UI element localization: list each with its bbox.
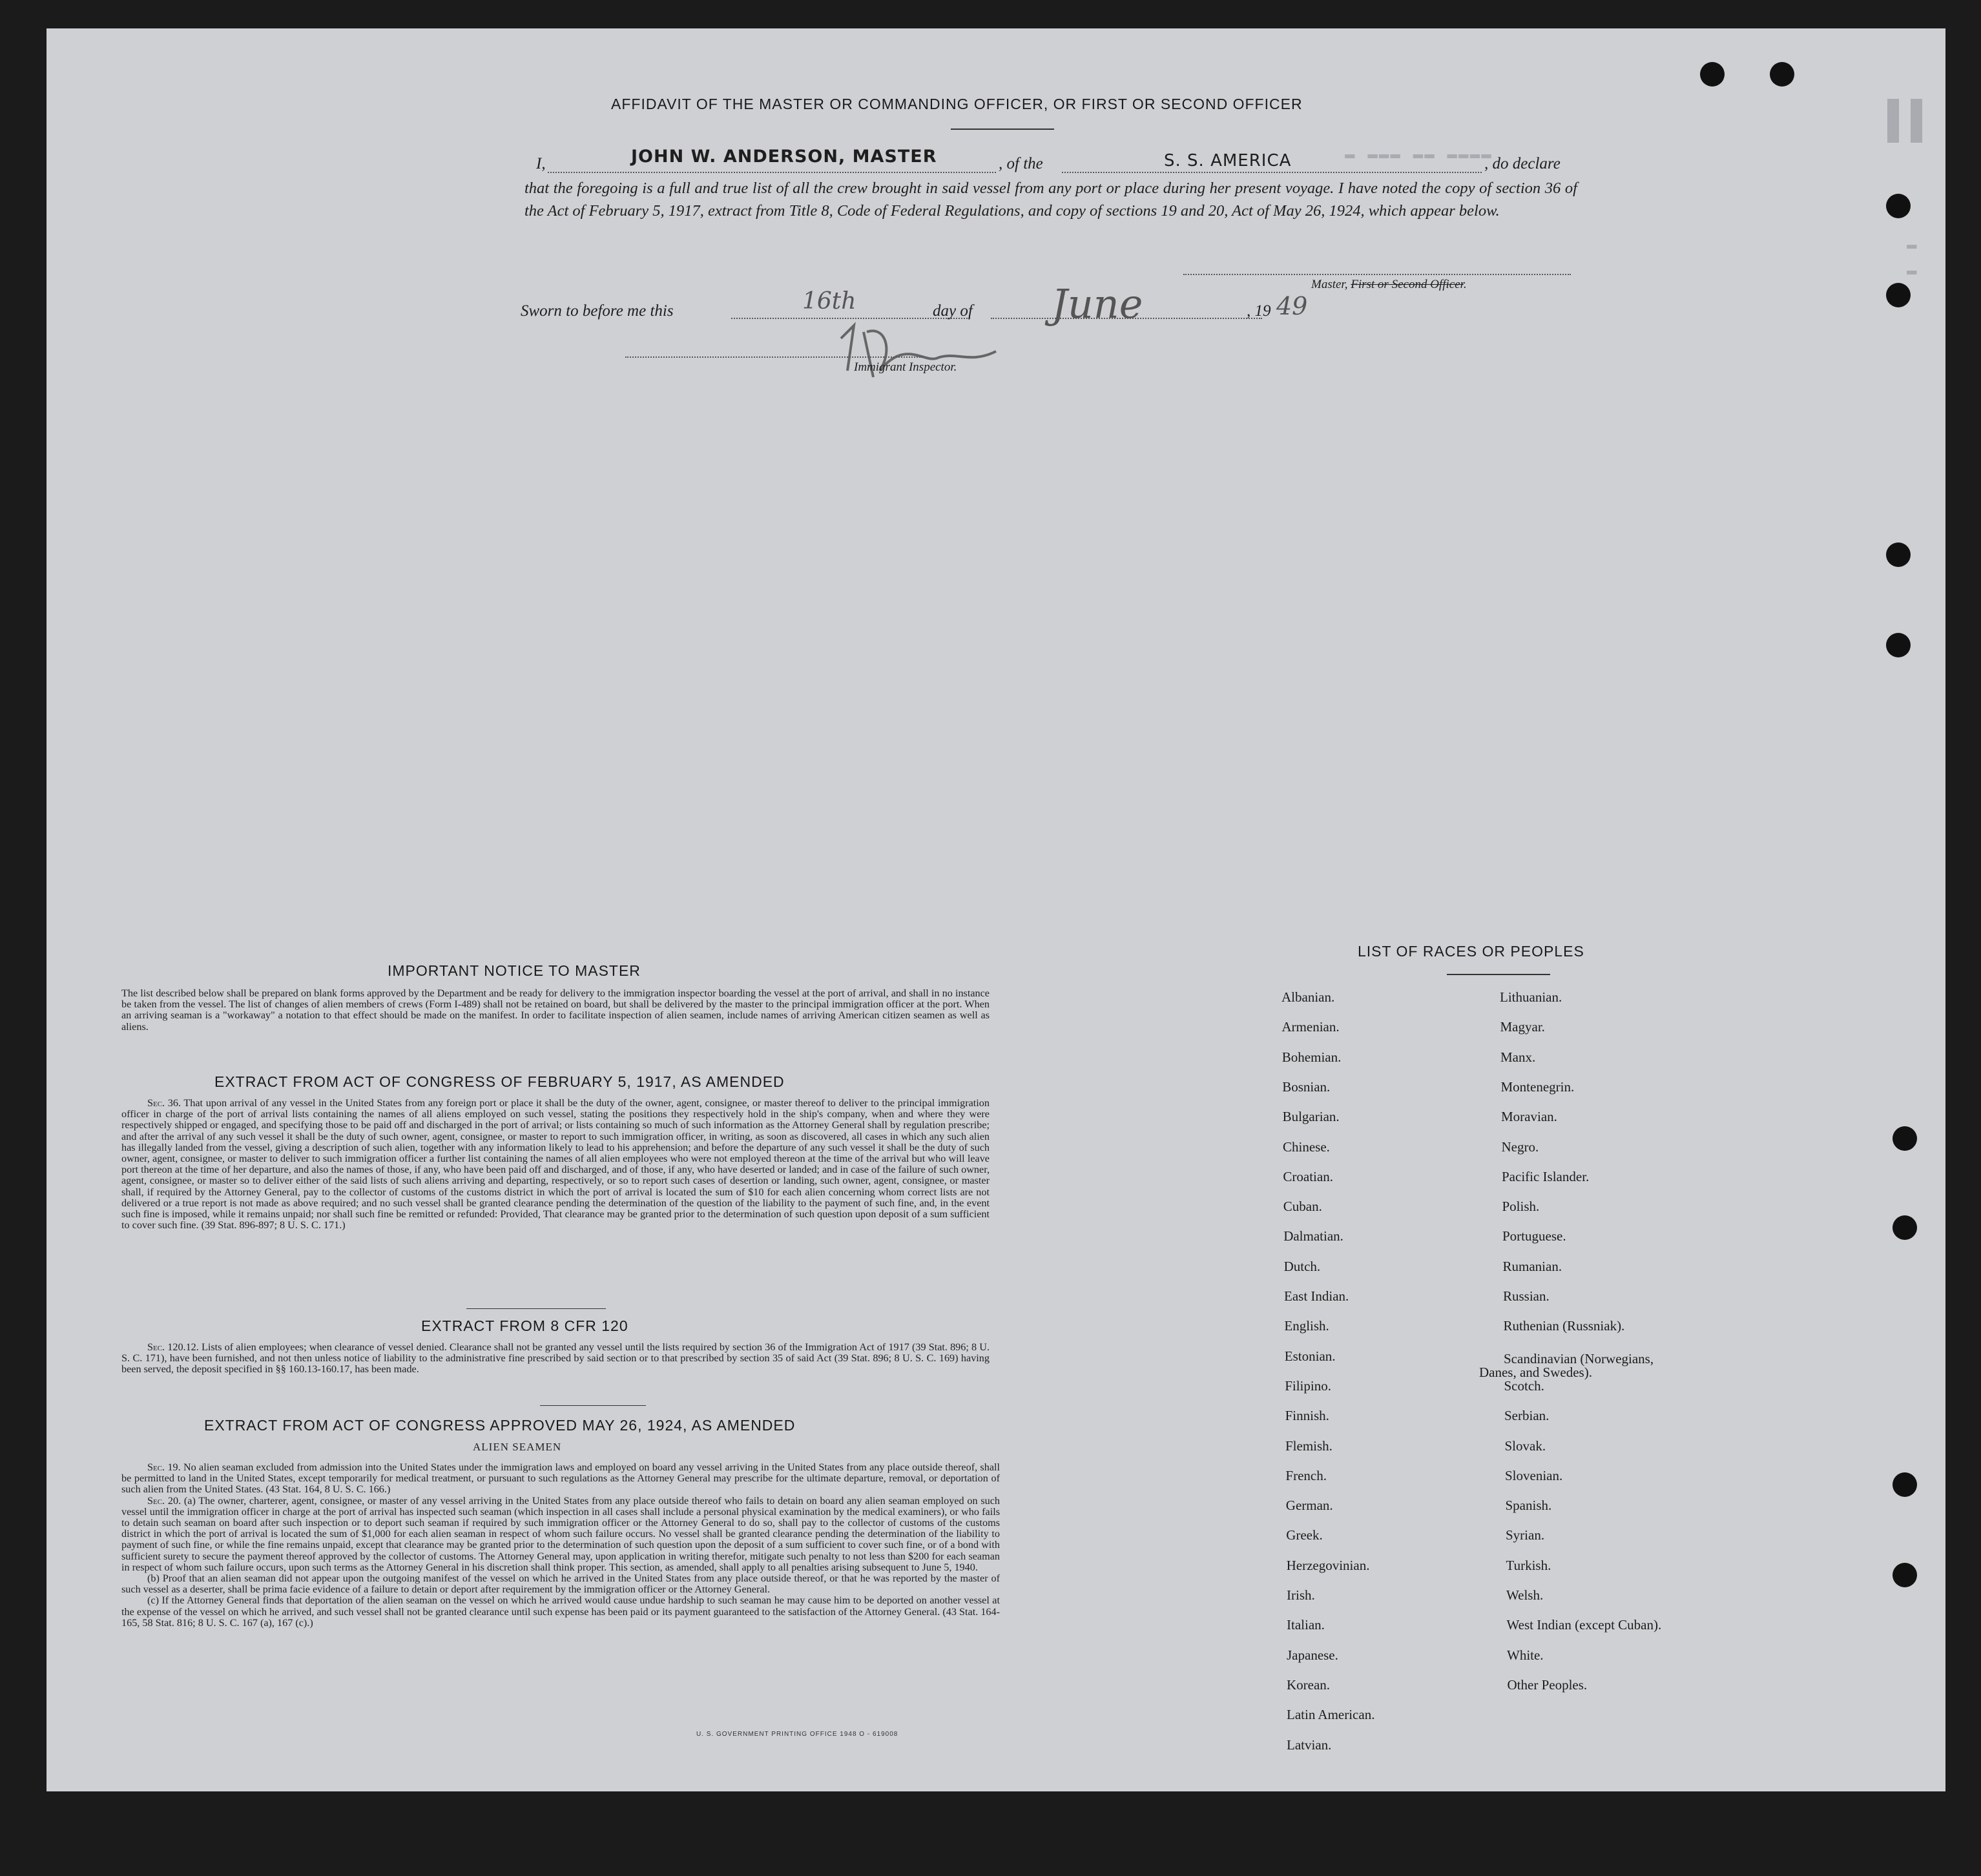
extract-1924-title: EXTRACT FROM ACT OF CONGRESS APPROVED MAY 26, 1924, AS AMENDED: [204, 1417, 796, 1434]
race-item: West Indian (except Cuban).: [1506, 1617, 1662, 1633]
race-item: Turkish.: [1506, 1557, 1551, 1573]
form-sheet: ▬ ▬▬▬ ▬▬ ▬▬▬▬ ▌▌ ▬ ▬ AFFIDAVIT OF THE MASTER OR COMMANDING OFFICER, OR FIRST OR SECOND OFFICER I, JOHN W. ANDERSON, MASTER , of the S. S. AMERICA , do declare that the foregoing is a full and true list of all the crew brought in said vessel from any port or place during her present voyage. I have noted the copy of section 36 of the Act of February 5, 1917, extract from Title 8, Code of Federal Regulations, and copy of sections 19 and 20, Act of May 26, 1924, which appear below. Master, First or Second Officer. Sworn to before me this 16th day of June , 19 49 Immigrant Inspector. IMPORTANT NOTICE TO MASTER The list described below shall be prepared on blank forms approved by the Department and be ready for delivery to the immigration inspector boarding the vessel at the port of arrival, and shall in no instance be taken from the vessel. The list of changes of alien members of crews (Form I-489) shall not be retained on board, but shall be delivered by the master to the principal immigration officer at the port. When an arriving seaman is a "workaway" a notation to that effect should be made on the manifest. In order to facilitate inspection of alien seamen, include names of arriving American citizen seamen as well as aliens. EXTRACT FROM ACT OF CONGRESS OF FEBRUARY 5, 1917, AS AMENDED Sec. 36. That upon arrival of any vessel in the United States from any foreign port or place it shall be the duty of the owner, agent, consignee, or master thereof to deliver to the principal immigration officer in charge of the port of arrival lists containing the names of all aliens employed on such vessel, stating the positions they respectively hold in the ship's company, when and where they were respectively shipped or engaged, and specifying those to be paid off and discharged in the port of arrival; or lists containing so much of such information as the Attorney General shall by regulation prescribe; and after the arrival of any such vessel it shall be the duty of such owner, agent, consignee, or master to report to such immigration officer, in writing, as soon as discovered, all cases in which any such alien has illegally landed from the vessel, giving a description of such alien, together with any information likely to lead to his apprehension; and before the departure of any such vessel it shall be the duty of such owner, agent, consignee, or master to deliver to such immigration officer a further list containing the names of all alien employees who were not employed thereon at the time of the arrival but who will leave port thereon at the time of her departure, and also the names of those, if any, who have been paid off and discharged, and of those, if any, who have deserted or landed; and in case of the failure of such owner, agent, consignee, or master so to deliver either of the said lists of such aliens arriving and departing, respectively, or so to report such cases of desertion or landing, such owner, agent, consignee, or master shall, if required by the Attorney General, pay to the collector of customs of the customs district in which the port of arrival is located the sum of $10 for each alien concerning whom correct lists are not delivered or a true report is not made as above required; and no such vessel shall be granted clearance pending the determination of the question of the liability to the payment of such fine, and, in the event such fine is imposed, while it remains unpaid; nor shall such fine be remitted or refunded: Provided, That clearance may be granted prior to the determination of such question upon deposit of a sum sufficient to cover such fine. (39 Stat. 896-897; 8 U. S. C. 171.) EXTRACT FROM 8 CFR 120 Sec. 120.12. Lists of alien employees; when clearance of vessel denied. Clearance shall not be granted any vessel until the lists required by section 36 of the Immigration Act of 1917 (39 Stat. 896; 8 U. S. C. 171), have been furnished, and not then unless notice of liability to the administrative fine prescribed by said section or to that prescribed by section 35 of said Act (39 Stat. 896; 8 U. S. C. 169) having been served, the deposit specified in §§ 160.13-160.17, has been made. EXTRACT FROM ACT OF CONGRESS APPROVED MAY 26, 1924, AS AMENDED ALIEN SEAMEN Sec. 19. No alien seaman excluded from admission into the United States under the immigration laws and employed on board any vessel arriving in the United States from any place outside thereof, shall be permitted to land in the United States, except temporarily for medical treatment, or pursuant to such regulations as the Attorney General may prescribe for the ultimate departure, removal, or deportation of such alien from the United States. (43 Stat. 164, 8 U. S. C. 166.) Sec. 20. (a) The owner, charterer, agent, consignee, or master of any vessel arriving in the United States from any place outside thereof who fails to detain on board any alien seaman employed on such vessel until the immigration officer in charge at the port of arrival has inspected such seaman (which inspection in all cases shall include a personal physical examination by the medical examiners), or who fails to detain such seaman on board after such inspection or to deport such seaman if required by such immigration officer or the Attorney General to do so, shall pay to the collector of customs of the customs district in which the port of arrival is located the sum of $1,000 for each alien seaman in respect of whom such failure occurs. No vessel shall be granted clearance pending the determination of the liability to payment of such fine, or while the fine remains unpaid, except that clearance may be granted prior to the determination of such question upon the deposit of a sum sufficient to cover such fine, or of a bond with sufficient surety to secure the payment thereof approved by the collector of customs. The Attorney General may, upon application in writing therefor, mitigate such penalty to not less than $200 for each seaman in respect of whom such failure occurs, upon such terms as the Attorney General in his discretion shall think proper. This section, as amended, shall apply to all penalties arising subsequent to June 5, 1940. (b) Proof that an alien seaman did not appear upon the outgoing manifest of the vessel on which he arrived in the United States from any place outside thereof, or that he was reported by the master of such vessel as a deserter, shall be prima facie evidence of a failure to detain or deport after requirement by the immigration officer or the Attorney General. (c) If the Attorney General finds that deportation of the alien seaman on the vessel on which he arrived would cause undue hardship to such seaman he may cause him to be deported on another vessel at the expense of the vessel on which he arrived, and such vessel shall not be granted clearance until such expense has been paid or its payment guaranteed to the satisfaction of the Attorney General. (43 Stat. 164-165, 58 Stat. 816; 8 U. S. C. 167 (a), 167 (c).) U. S. GOVERNMENT PRINTING OFFICE 1948 O - 619008 LIST OF RACES OR PEOPLES Albanian. Armenian. Bohemian. Bosnian. Bulgarian. Chinese. Croatian. Cuban. Dalmatian. Dutch. East Indian. English. Estonian. Filipino. Finnish. Flemish. French. German. Greek. Herzegovinian. Irish. Italian. Japanese. Korean. Latin American. Latvian. Lithuanian. Magyar. Manx. Montenegrin. Moravian. Negro. Pacific Islander. Polish. Portuguese. Rumanian. Russian. Ruthenian (Russniak). Scandinavian (Norwegians, Danes, and Swedes). Scotch. Serbian. Slovak. Slovenian. Spanish. Syrian. Turkish. Welsh. West Indian (except Cuban). White. Other Peoples.: [47, 28, 1945, 1791]
race-item: French.: [1285, 1467, 1327, 1483]
race-item: Cuban.: [1283, 1199, 1322, 1215]
sec20-label: Sec. 20.: [147, 1494, 182, 1507]
race-item: Lithuanian.: [1500, 989, 1562, 1005]
inspector-label: Immigrant Inspector.: [854, 360, 957, 374]
year-value: 49: [1276, 292, 1308, 320]
race-item: Ruthenian (Russniak).: [1503, 1318, 1625, 1334]
race-item: Filipino.: [1285, 1377, 1331, 1394]
race-item: Scotch.: [1504, 1377, 1544, 1394]
sec20a-text: (a) The owner, charterer, agent, consignee, or master of any vessel arriving in the United States from any place outside thereof who fails to detain on board any alien seaman employed on such vessel until the immigration officer in charge at the port of arrival has inspected such seaman (which inspection in all cases shall include a personal physical examination by the medical examiners), or who fails to detain such seaman on board after such inspection or to deport such seaman if required by such immigration officer or the Attorney General to do so, shall pay to the collector of customs of the customs district in which the port of arrival is located the sum of $1,000 for each alien seaman in respect of whom such failure occurs. No vessel shall be granted clearance pending the determination of the liability to payment of such fine, or while the fine remains unpaid, except that clearance may be granted prior to the determination of such question upon the deposit of a sum sufficient to cover such fine, or of a bond with sufficient surety to secure the payment thereof approved by the collector of customs. The Attorney General may, upon application in writing therefor, mitigate such penalty to not less than $200 for each seaman in respect of whom such failure occurs, upon such terms as the Attorney General in his discretion shall think proper. This section, as amended, shall apply to all penalties arising subsequent to June 5, 1940.: [121, 1494, 1001, 1573]
punch-hole-right-1: [1886, 194, 1911, 218]
race-item: Albanian.: [1281, 989, 1335, 1005]
race-item: Dalmatian.: [1283, 1228, 1343, 1244]
race-item: Negro.: [1501, 1139, 1539, 1155]
affidavit-title: AFFIDAVIT OF THE MASTER OR COMMANDING OFFICER, OR FIRST OR SECOND OFFICER: [611, 96, 1303, 112]
punch-hole-right-3: [1886, 542, 1911, 567]
punch-hole-right-8: [1893, 1563, 1917, 1587]
race-item: Manx.: [1500, 1049, 1536, 1065]
extract-cfr-rule: [540, 1405, 646, 1406]
extract-1924-subtitle: ALIEN SEAMEN: [473, 1441, 562, 1453]
extract-1917-text: That upon arrival of any vessel in the United States from any foreign port or place it shall be the duty of the owner, agent, consignee, or master thereof to deliver to the principal immigration officer in charge of the port of arrival lists containing the names of all aliens employed on such vessel, stating the positions they respectively hold in the ship's company, when and where they were respectively shipped or engaged, and specifying those to be paid off and discharged in the port of arrival; or lists containing so much of such information as the Attorney General shall by regulation prescribe; and after the arrival of any such vessel it shall be the duty of such owner, agent, consignee, or master to report to such immigration officer, in writing, as soon as discovered, all cases in which any such alien has illegally landed from the vessel, giving a description of such alien, together with any information likely to lead to his apprehension; and before the departure of any such vessel it shall be the duty of such owner, agent, consignee, or master to deliver to such immigration officer a further list containing the names of all alien employees who were not employed thereon at the time of the arrival but who will leave port thereon at the time of her departure, and also the names of those, if any, who have been paid off and discharged, and of those, if any, who have deserted or landed; and in case of the failure of such owner, agent, consignee, or master so to deliver either of the said lists of such aliens arriving and departing, respectively, or so to report such cases of desertion or landing, such owner, agent, consignee, or master shall, if required by the Attorney General, pay to the collector of customs of the customs district in which the port of arrival is located the sum of $10 for each alien concerning whom correct lists are not delivered or a true report is not made as above required; and no such vessel shall be granted clearance pending the determination of the question of the liability to the payment of such fine, and, in the event such fine is imposed, while it remains unpaid; nor shall such fine be remitted or refunded: Provided, That clearance may be granted prior to the determination of such question upon deposit of a sum sufficient to cover such fine. (39 Stat. 896-897; 8 U. S. C. 171.): [121, 1097, 990, 1232]
race-item: Bulgarian.: [1282, 1109, 1340, 1125]
race-item: Herzegovinian.: [1286, 1557, 1370, 1573]
extract-cfr-body: [121, 1342, 990, 1376]
affidavit-i-label: I,: [536, 155, 546, 172]
race-item: Slovak.: [1504, 1438, 1546, 1454]
race-item: Scandinavian (Norwegians,: [1504, 1350, 1654, 1366]
year-prefix: , 19: [1247, 302, 1271, 320]
race-item: Irish.: [1287, 1587, 1315, 1603]
race-item: Serbian.: [1504, 1408, 1550, 1424]
race-item: Danes, and Swedes).: [1479, 1364, 1592, 1380]
punch-hole-right-7: [1893, 1472, 1917, 1497]
race-item: Estonian.: [1284, 1348, 1336, 1364]
punch-hole-right-2: [1886, 283, 1911, 307]
race-item: White.: [1507, 1647, 1544, 1663]
race-item: Italian.: [1287, 1617, 1325, 1633]
race-item: Finnish.: [1285, 1408, 1329, 1424]
vessel-line: [1062, 172, 1482, 173]
sec19-label: Sec. 19.: [147, 1461, 181, 1473]
extract-cfr-title: EXTRACT FROM 8 CFR 120: [421, 1317, 628, 1334]
notice-title: IMPORTANT NOTICE TO MASTER: [388, 962, 641, 979]
extract-1924-sec20c: (c) If the Attorney General finds that deportation of the alien seaman on the vessel on which he arrived would cause undue hardship to such seaman he may cause him to be deported on another vessel at the expense of the vessel on which he arrived, and such vessel shall not be granted clearance until such expense has been paid or its payment guaranteed to the satisfaction of the Attorney General. (43 Stat. 164-165, 58 Stat. 816; 8 U. S. C. 167 (a), 167 (c).): [121, 1594, 1000, 1629]
race-item: Bohemian.: [1281, 1049, 1342, 1065]
sec19-text: No alien seaman excluded from admission into the United States under the immigration laws and employed on board any vessel arriving in the United States from any place outside thereof, shall be permitted to land in the United States, except temporarily for medical treatment, or pursuant to such regulations as the Attorney General may prescribe for the ultimate departure, removal, or deportation of such alien from the United States. (43 Stat. 164, 8 U. S. C. 166.): [121, 1461, 1001, 1496]
day-of-label: day of: [933, 302, 973, 320]
extract-1924-sec20a: [121, 1496, 1000, 1573]
race-item: Flemish.: [1285, 1438, 1333, 1454]
race-item: Russian.: [1503, 1288, 1550, 1304]
punch-hole-right-4: [1886, 633, 1911, 657]
race-item: Pacific Islander.: [1502, 1168, 1590, 1184]
master-signature-label: Master, First or Second Officer.: [1311, 278, 1467, 291]
punch-hole-right-6: [1893, 1215, 1917, 1240]
master-label: Master,: [1311, 278, 1348, 291]
extract-1924-body: [121, 1462, 1000, 1629]
race-item: Moravian.: [1501, 1109, 1557, 1125]
punch-hole-right-5: [1893, 1126, 1917, 1151]
sworn-label: Sworn to before me this: [521, 302, 674, 320]
races-title: LIST OF RACES OR PEOPLES: [1358, 943, 1584, 960]
race-item: East Indian.: [1284, 1288, 1349, 1304]
inspector-signature-line: [625, 356, 922, 358]
extract-1924-sec19: [121, 1462, 1000, 1496]
race-item: Greek.: [1286, 1527, 1323, 1543]
race-item: Portuguese.: [1502, 1228, 1566, 1244]
race-item: Rumanian.: [1502, 1258, 1562, 1274]
race-item: Chinese.: [1283, 1139, 1330, 1155]
master-name-value: JOHN W. ANDERSON, MASTER: [631, 147, 937, 167]
affidavit-title-rule: [951, 129, 1054, 130]
race-item: Other Peoples.: [1507, 1676, 1588, 1693]
extract-1917-sec-label: Sec. 36.: [147, 1097, 181, 1109]
affidavit-of-the: , of the: [999, 155, 1043, 172]
race-item: Japanese.: [1287, 1647, 1338, 1663]
struck-officer-label: First or Second Officer: [1351, 278, 1464, 291]
master-name-line: [548, 172, 996, 173]
day-value: 16th: [802, 288, 856, 314]
extract-1924-sec20b: (b) Proof that an alien seaman did not appear upon the outgoing manifest of the vessel on which he arrived in the United States from any place outside thereof, or that he was reported by the master of such vessel as a deserter, shall be prima facie evidence of a failure to detain or deport after requirement by the immigration officer or the Attorney General.: [121, 1572, 1000, 1596]
race-item: Korean.: [1287, 1676, 1331, 1693]
race-item: Polish.: [1502, 1199, 1540, 1215]
race-item: Slovenian.: [1505, 1467, 1563, 1483]
race-item: Bosnian.: [1282, 1078, 1331, 1095]
races-title-rule: [1447, 974, 1550, 975]
race-item: Latvian.: [1287, 1737, 1332, 1753]
extract-1917-rule: [466, 1308, 606, 1309]
race-item: Croatian.: [1283, 1168, 1333, 1184]
race-item: Dutch.: [1283, 1258, 1321, 1274]
affidavit-do-declare: , do declare: [1484, 155, 1561, 172]
race-item: German.: [1285, 1498, 1333, 1514]
race-item: Latin American.: [1287, 1707, 1375, 1723]
punch-hole-top-1: [1700, 62, 1725, 87]
race-item: Syrian.: [1506, 1527, 1545, 1543]
inspector-signature: [828, 313, 1073, 397]
punch-hole-top-2: [1770, 62, 1794, 87]
race-item: Montenegrin.: [1500, 1078, 1575, 1095]
race-item: English.: [1284, 1318, 1329, 1334]
printing-office-footer: U. S. GOVERNMENT PRINTING OFFICE 1948 O - 619008: [696, 1731, 898, 1738]
extract-cfr-text: Lists of alien employees; when clearance of vessel denied. Clearance shall not be granted any vessel until the lists required by section 36 of the Immigration Act of 1917 (39 Stat. 896; 8 U. S. C. 171), have been furnished, and not then unless notice of liability to the administrative fine prescribed by said section or to that prescribed by section 35 of said Act (39 Stat. 896; 8 U. S. C. 169) having been served, the deposit specified in §§ 160.13-160.17, has been made.: [121, 1341, 990, 1376]
extract-cfr-sec-label: Sec. 120.12.: [147, 1341, 199, 1353]
extract-1917-title: EXTRACT FROM ACT OF CONGRESS OF FEBRUARY 5, 1917, AS AMENDED: [214, 1073, 785, 1090]
extract-1917-body: [121, 1098, 990, 1231]
month-value: June: [1052, 280, 1143, 327]
race-item: Welsh.: [1506, 1587, 1544, 1603]
race-item: Armenian.: [1281, 1019, 1340, 1035]
master-signature-line: [1183, 274, 1571, 275]
race-item: Spanish.: [1505, 1498, 1552, 1514]
race-item: Magyar.: [1500, 1019, 1545, 1035]
affidavit-statement: that the foregoing is a full and true list of all the crew brought in said vessel from any port or place during her present voyage. I have noted the copy of section 36 of the Act of February 5, 1917, extract from Title 8, Code of Federal Regulations, and copy of sections 19 and 20, Act of May 26, 1924, which appear below.: [524, 180, 1577, 220]
notice-text: The list described below shall be prepared on blank forms approved by the Department and be ready for delivery to the immigration inspector boarding the vessel at the port of arrival, and shall in no instance be taken from the vessel. The list of changes of alien members of crews (Form I-489) shall not be retained on board, but shall be delivered by the master to the principal immigration officer at the port. When an arriving seaman is a "workaway" a notation to that effect should be made on the manifest. In order to facilitate inspection of alien seamen, include names of arriving American citizen seamen as well as aliens.: [121, 987, 990, 1033]
vessel-name-value: S. S. AMERICA: [1164, 151, 1292, 170]
